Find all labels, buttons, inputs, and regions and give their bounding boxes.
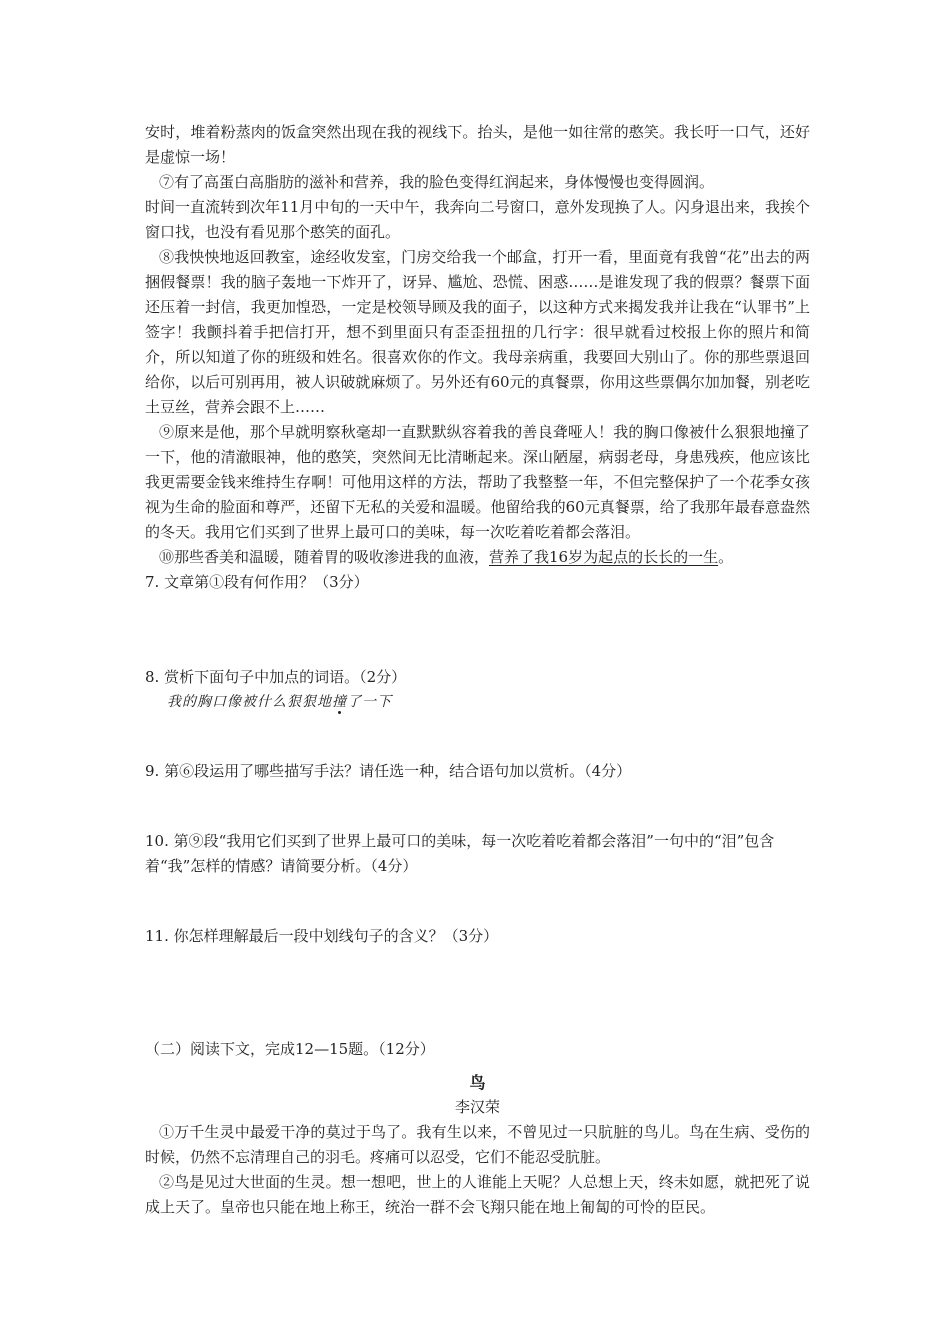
document-page (145, 120, 810, 1220)
question-11: 11. 你怎样理解最后一段中划线句子的含义？（3分） (145, 927, 499, 945)
answer-space-8 (145, 714, 810, 759)
question-9: 9. 第⑥段运用了哪些描写手法？请任选一种，结合语句加以赏析。（4分） (145, 762, 632, 780)
quote-text-end: 了一下 (347, 694, 392, 710)
answer-space-9 (145, 784, 810, 829)
passage-fragment: 安时，堆着粉蒸肉的饭盒突然出现在我的视线下。抬头，是他一如往常的憨笑。我长吁一口气，还好是虚惊一场！ (145, 123, 810, 166)
answer-space-10 (145, 879, 810, 924)
paragraph-10 (145, 545, 810, 570)
paragraph-7-continued: 时间一直流转到次年11月中旬的一天中午，我奔向二号窗口，意外发现换了人。闪身退出来，我挨个窗口找，也没有看见那个憨笑的面孔。 (145, 198, 810, 241)
section-2-intro: （二）阅读下文，完成12—15题。（12分） (145, 1040, 435, 1058)
dotted-word: 撞 (332, 694, 347, 710)
paragraph-10-text: ⑩那些香美和温暖，随着胃的吸收渗进我的血液， (159, 548, 490, 566)
answer-space-7 (145, 595, 810, 665)
paragraph-10-end: 。 (718, 548, 734, 566)
paragraph-8: ⑧我怏怏地返回教室，途经收发室，门房交给我一个邮盒，打开一看，里面竟有我曾“花”出去的两捆假餐票！我的脑子轰地一下炸开了，讶异、尴尬、恐慌、困惑……是谁发现了我的假票？餐票下面还压着一封信，我更加惶恐，一定是校领导顾及我的面子，以这种方式来揭发我并让我在“认罪书”上签字！我颤抖着手把信打开，想不到里面只有歪歪扭扭的几行字：很早就看过校报上你的照片和简介，所以知道了你的班级和姓名。很喜欢你的作文。我母亲病重，我要回大别山了。你的那些票退回给你，以后可别再用，被人识破就麻烦了。另外还有60元的真餐票，你用这些票偶尔加加餐，别老吃土豆丝，营养会跟不上…… (145, 248, 810, 416)
question-8: 8. 赏析下面句子中加点的词语。（2分） (145, 668, 407, 686)
quote-text: 我的胸口像被什么狠狠地 (167, 694, 332, 710)
question-8-quote (167, 690, 810, 714)
article-author: 李汉荣 (454, 1098, 500, 1116)
underlined-sentence: 营养了我16岁为起点的长长的一生 (489, 548, 719, 566)
article-paragraph-1: ①万千生灵中最爱干净的莫过于鸟了。我有生以来，不曾见过一只肮脏的鸟儿。鸟在生病、受伤的时候，仍然不忘清理自己的羽毛。疼痛可以忍受，它们不能忍受肮脏。 (145, 1123, 810, 1166)
question-10: 10. 第⑨段“我用它们买到了世界上最可口的美味，每一次吃着吃着都会落泪”一句中的“泪”包含着“我”怎样的情感？请简要分析。（4分） (145, 832, 775, 875)
answer-space-11 (145, 949, 810, 1037)
article-paragraph-2: ②鸟是见过大世面的生灵。想一想吧，世上的人谁能上天呢？人总想上天，终未如愿，就把死了说成上天了。皇帝也只能在地上称王，统治一群不会飞翔只能在地上匍匐的可怜的臣民。 (145, 1173, 810, 1216)
article-title: 鸟 (469, 1073, 486, 1092)
paragraph-7: ⑦有了高蛋白高脂肪的滋补和营养，我的脸色变得红润起来，身体慢慢也变得圆润。 (159, 173, 715, 191)
question-7: 7. 文章第①段有何作用？（3分） (145, 573, 369, 591)
paragraph-9: ⑨原来是他，那个早就明察秋毫却一直默默纵容着我的善良聋哑人！我的胸口像被什么狠狠地撞了一下，他的清澈眼神，他的憨笑，突然间无比清晰起来。深山陋屋，病弱老母，身患残疾，他应该比我更需要金钱来维持生存啊！可他用这样的方法，帮助了我整整一年，不但完整保护了一个花季女孩视为生命的脸面和尊严，还留下无私的关爱和温暖。他留给我的60元真餐票，给了我那年最春意盎然的冬天。我用它们买到了世界上最可口的美味，每一次吃着吃着都会落泪。 (145, 423, 810, 541)
